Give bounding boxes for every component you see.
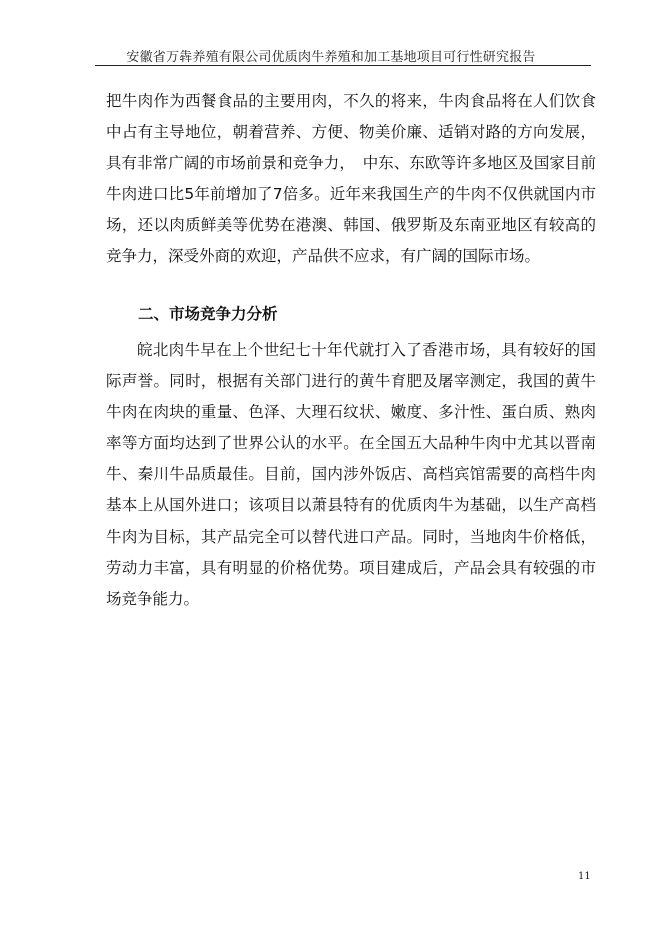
body-paragraph-2: 皖北肉牛早在上个世纪七十年代就打入了香港市场，具有较好的国际声誉。同时，根据有关部门进行的黄牛育肥及屠宰测定，我国的黄牛牛肉在肉块的重量、色泽、大理石纹状、嫩度、多汁性、蛋白质、熟肉率等方面均达到了世界公认的水平。在全国五大品种牛肉中尤其以晋南牛、秦川牛品质最佳。目前，国内涉外饭店、高档宾馆需要的高档牛肉基本上从国外进口；该项目以萧县特有的优质肉牛为基础，以生产高档牛肉为目标，其产品完全可以替代进口产品。同时，当地肉牛价格低，劳动力丰富，具有明显的价格优势。项目建成后，产品会具有较强的市场竞争能力。	[106, 341, 596, 608]
document-header-title: 安徽省万犇养殖有限公司优质肉牛养殖和加工基地项目可行性研究报告	[126, 50, 536, 65]
section-heading: 二、市场竞争力分析	[138, 305, 278, 323]
page-number: 11	[578, 871, 591, 882]
body-paragraph-1: 把牛肉作为西餐食品的主要用肉，不久的将来，牛肉食品将在人们饮食中占有主导地位，朝着营养、方便、物美价廉、适销对路的方向发展，具有非常广阔的市场前景和竞争力， 中东、东欧等许多地区及国家目前牛肉进口比5年前增加了7倍多。近年来我国生产的牛肉不仅供就国内市场，还以肉质鲜美等优势在港澳、韩国、俄罗斯及东南亚地区有较高的竞争力，深受外商的欢迎，产品供不应求，有广阔的国际市场。	[106, 92, 596, 266]
header-divider	[95, 65, 591, 66]
